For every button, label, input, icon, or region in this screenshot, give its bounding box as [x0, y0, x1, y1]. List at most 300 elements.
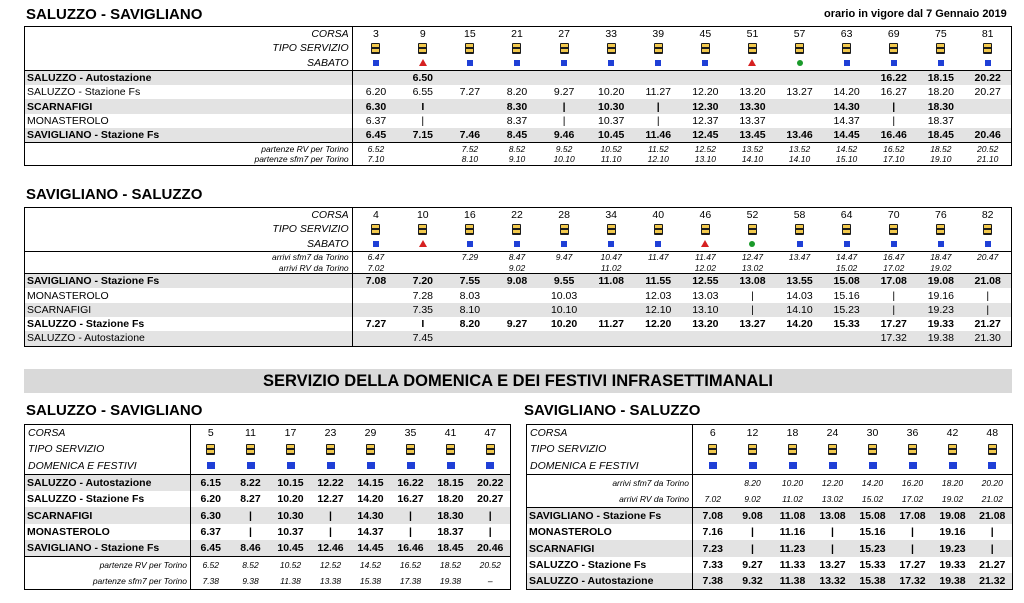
time-cell: 6.30 — [352, 99, 399, 113]
time-cell: 22 — [493, 208, 540, 223]
time-cell: 17.38 — [391, 573, 431, 590]
bus-icon — [795, 224, 804, 235]
time-cell: 9.47 — [541, 251, 588, 262]
time-cell — [399, 251, 446, 262]
time-cell: 9.46 — [541, 128, 588, 143]
time-cell: 11.38 — [271, 573, 311, 590]
time-cell: 52 — [729, 208, 776, 223]
bus-icon — [654, 224, 663, 235]
row-label: SALUZZO - Stazione Fs — [25, 491, 191, 507]
blue-square-icon — [207, 462, 215, 469]
time-cell — [823, 237, 870, 252]
time-cell: 6.50 — [399, 70, 446, 85]
time-cell — [588, 56, 635, 71]
time-cell: 9.27 — [553, 86, 575, 99]
time-cell: 7.16 — [702, 526, 723, 539]
time-cell: 8.20 — [506, 86, 528, 99]
time-cell — [431, 441, 471, 457]
time-cell: 7.23 — [693, 540, 733, 556]
time-cell: 58 — [776, 208, 823, 223]
time-cell: 21.27 — [973, 557, 1013, 573]
bus-icon — [708, 444, 717, 455]
time-cell: 10.37 — [598, 114, 625, 127]
time-cell: 9.02 — [508, 262, 526, 273]
validity-note: orario in vigore dal 7 Gennaio 2019 — [824, 8, 1007, 20]
time-cell: 17.27 — [880, 318, 907, 331]
time-cell: 9.32 — [733, 573, 773, 590]
time-cell — [446, 56, 493, 71]
time-cell: 7.20 — [399, 274, 446, 289]
row-label: SABATO — [25, 56, 353, 71]
time-cell: 30 — [853, 425, 893, 442]
time-cell: 13.03 — [692, 289, 719, 302]
time-cell: 23 — [311, 425, 351, 442]
blue-square-icon — [561, 60, 567, 66]
time-cell: 13.27 — [786, 86, 813, 99]
time-cell: 10.47 — [588, 251, 635, 262]
time-cell: 9.02 — [744, 493, 761, 504]
time-cell: 10.52 — [588, 143, 635, 154]
time-cell: 7.08 — [352, 274, 399, 289]
time-cell: 35 — [391, 425, 431, 442]
time-cell: 70 — [870, 208, 917, 223]
time-cell: 11.55 — [635, 274, 682, 289]
time-cell: 20.47 — [964, 251, 1011, 262]
time-cell: 9 — [399, 27, 446, 42]
blue-square-icon — [327, 462, 335, 469]
time-cell: 15.02 — [836, 262, 858, 273]
bus-icon — [889, 224, 898, 235]
time-cell — [729, 222, 776, 236]
time-cell: | — [893, 540, 933, 556]
time-cell: 13.52 — [729, 143, 776, 154]
time-cell: 21.08 — [973, 507, 1013, 524]
bus-icon — [842, 224, 851, 235]
green-dot-icon — [797, 60, 803, 66]
time-cell: | — [733, 540, 773, 556]
time-cell: 9.27 — [742, 558, 763, 571]
table-row — [527, 458, 1013, 475]
table-row — [25, 540, 511, 557]
time-cell: 16.20 — [893, 474, 933, 491]
time-cell — [352, 331, 399, 346]
time-cell: 8.52 — [231, 557, 271, 574]
time-cell: 20.22 — [471, 474, 511, 491]
time-cell: 7.38 — [693, 573, 733, 590]
table-row — [25, 208, 1012, 223]
table-row — [25, 143, 1012, 154]
table-row — [527, 573, 1013, 590]
time-cell: 11.23 — [773, 540, 813, 556]
time-cell — [399, 262, 446, 273]
time-cell — [776, 41, 823, 55]
time-cell: 13.30 — [729, 99, 776, 113]
time-cell — [541, 237, 588, 252]
time-cell — [729, 237, 776, 252]
time-cell: | — [870, 99, 917, 113]
time-cell: 48 — [973, 425, 1013, 442]
time-cell: 12.37 — [692, 114, 719, 127]
row-label: SALUZZO - Autostazione — [25, 474, 191, 491]
time-cell: 14.37 — [833, 114, 860, 127]
time-cell — [693, 474, 733, 491]
time-cell: 18.37 — [437, 525, 464, 538]
bus-icon — [988, 444, 997, 455]
time-cell: 9.08 — [493, 274, 540, 289]
time-cell: | — [656, 114, 660, 127]
time-cell — [813, 441, 853, 457]
blue-square-icon — [949, 462, 957, 469]
bus-icon — [465, 224, 474, 235]
time-cell: 20.52 — [964, 143, 1011, 154]
time-cell: | — [311, 507, 351, 523]
time-cell — [541, 56, 588, 71]
time-cell: 16.46 — [391, 540, 431, 557]
time-cell: 13.46 — [776, 128, 823, 143]
time-cell — [541, 41, 588, 55]
time-cell: 6.55 — [412, 86, 434, 99]
time-cell — [493, 237, 540, 252]
time-cell: 13.38 — [311, 573, 351, 590]
title-saluzzo-savigliano: SALUZZO - SAVIGLIANO — [26, 6, 203, 23]
blue-square-icon — [891, 60, 897, 66]
time-cell: 45 — [682, 27, 729, 42]
time-cell: 10.20 — [277, 493, 304, 506]
time-cell: | — [391, 507, 431, 523]
bus-icon — [936, 224, 945, 235]
time-cell: 8.30 — [493, 99, 540, 113]
bus-icon — [560, 43, 569, 54]
time-cell — [776, 70, 823, 85]
table-row — [25, 573, 511, 590]
time-cell: 17.32 — [870, 331, 917, 346]
row-label: SCARNAFIGI — [25, 99, 353, 113]
time-cell — [399, 143, 446, 154]
bus-icon — [748, 43, 757, 54]
blue-square-icon — [985, 60, 991, 66]
time-cell — [693, 458, 733, 475]
time-cell: | — [562, 114, 566, 127]
bus-icon — [788, 444, 797, 455]
blue-square-icon — [829, 462, 837, 469]
time-cell: 82 — [964, 208, 1011, 223]
time-cell: 8.27 — [240, 493, 261, 506]
bus-icon — [326, 444, 335, 455]
blue-square-icon — [561, 241, 567, 247]
time-cell: 8.52 — [493, 143, 540, 154]
time-cell: 11.16 — [779, 526, 806, 539]
blue-square-icon — [373, 241, 379, 247]
time-cell — [973, 441, 1013, 457]
time-cell — [541, 262, 588, 273]
time-cell: 13.08 — [813, 507, 853, 524]
time-cell — [964, 41, 1011, 55]
blue-square-icon — [938, 60, 944, 66]
time-cell: 47 — [471, 425, 511, 442]
time-cell: 81 — [964, 27, 1011, 42]
time-cell: | — [751, 289, 754, 302]
time-cell: | — [421, 114, 425, 127]
time-cell — [399, 56, 446, 71]
bus-icon — [701, 43, 710, 54]
time-cell: 8.37 — [506, 114, 528, 127]
time-cell: 11.38 — [773, 573, 813, 590]
row-label: partenze RV per Torino — [25, 143, 353, 154]
time-cell — [776, 262, 823, 273]
row-label: CORSA — [25, 425, 191, 442]
time-cell: 6.47 — [352, 251, 399, 262]
time-cell — [399, 237, 446, 252]
time-cell: 15.08 — [853, 507, 893, 524]
time-cell: 18.15 — [917, 70, 964, 85]
time-cell: 21 — [493, 27, 540, 42]
time-cell: 21.32 — [973, 573, 1013, 590]
time-cell: 16.27 — [397, 493, 424, 506]
time-cell: 16.22 — [391, 474, 431, 491]
time-cell: 14.30 — [823, 99, 870, 113]
time-cell: 16.52 — [391, 557, 431, 574]
time-cell: 46 — [682, 208, 729, 223]
time-cell — [776, 331, 823, 346]
time-cell: 12.20 — [692, 86, 719, 99]
time-cell — [588, 41, 635, 55]
row-label: partenze RV per Torino — [25, 557, 191, 574]
time-cell — [493, 56, 540, 71]
table-row — [25, 27, 1012, 42]
row-label: arrivi sfm7 da Torino — [25, 251, 353, 262]
time-cell: 15.23 — [853, 540, 893, 556]
time-cell — [311, 441, 351, 457]
bus-icon — [795, 43, 804, 54]
time-cell — [729, 70, 776, 85]
row-label: arrivi RV da Torino — [25, 262, 353, 273]
time-cell: 7.29 — [446, 251, 493, 262]
timetable-saluzzo-savigliano-holiday — [24, 424, 511, 590]
time-cell: | — [729, 303, 776, 317]
time-cell — [191, 458, 231, 475]
red-triangle-icon — [419, 240, 427, 247]
time-cell: 27 — [541, 27, 588, 42]
time-cell — [446, 99, 493, 113]
table-row — [25, 317, 1012, 331]
time-cell: 19.33 — [927, 318, 954, 331]
time-cell: 51 — [729, 27, 776, 42]
time-cell: 14.20 — [833, 86, 860, 99]
time-cell: 19.16 — [927, 289, 954, 302]
time-cell: | — [231, 507, 271, 523]
time-cell: 10.52 — [271, 557, 311, 574]
bus-icon — [654, 43, 663, 54]
table-row — [25, 303, 1012, 317]
time-cell: | — [471, 507, 511, 523]
time-cell: | — [541, 99, 588, 113]
time-cell: 6.20 — [365, 86, 387, 99]
time-cell — [446, 237, 493, 252]
time-cell: | — [409, 525, 412, 538]
time-cell: | — [964, 303, 1011, 317]
time-cell — [682, 222, 729, 236]
time-cell: 13.02 — [821, 493, 844, 504]
time-cell — [493, 331, 540, 346]
time-cell — [973, 458, 1013, 475]
table-row — [25, 524, 511, 540]
time-cell: 69 — [870, 27, 917, 42]
time-cell: 13.10 — [682, 154, 729, 165]
time-cell: 8.45 — [493, 128, 540, 143]
time-cell: | — [751, 526, 754, 539]
time-cell: 16.47 — [870, 251, 917, 262]
time-cell: 11.10 — [588, 154, 635, 165]
bus-icon — [418, 43, 427, 54]
time-cell: 10.45 — [588, 128, 635, 143]
time-cell: 8.20 — [459, 318, 481, 331]
time-cell: 12.46 — [311, 540, 351, 557]
blue-square-icon — [608, 60, 614, 66]
time-cell: 13.27 — [739, 318, 766, 331]
time-cell — [635, 331, 682, 346]
green-dot-icon — [749, 241, 755, 247]
time-cell: 9.27 — [506, 318, 528, 331]
time-cell — [231, 441, 271, 457]
row-label: DOMENICA E FESTIVI — [527, 458, 693, 475]
time-cell: 13.20 — [692, 318, 719, 331]
time-cell: 14.52 — [823, 143, 870, 154]
time-cell — [776, 222, 823, 236]
time-cell — [493, 41, 540, 55]
bus-icon — [371, 224, 380, 235]
table-row — [25, 474, 511, 491]
time-cell — [917, 41, 964, 55]
row-label: SCARNAFIGI — [25, 303, 353, 317]
time-cell: 6.52 — [352, 143, 399, 154]
time-cell: 14.47 — [823, 251, 870, 262]
bus-icon — [512, 43, 521, 54]
time-cell: 6.37 — [200, 525, 221, 538]
time-cell — [541, 70, 588, 85]
bus-icon — [868, 444, 877, 455]
time-cell: 10.10 — [541, 154, 588, 165]
time-cell — [964, 222, 1011, 236]
time-cell — [853, 458, 893, 475]
blue-square-icon — [655, 241, 661, 247]
row-label: SALUZZO - Stazione Fs — [25, 317, 353, 331]
bus-icon — [748, 224, 757, 235]
time-cell: 19.10 — [917, 154, 964, 165]
time-cell: 20.27 — [471, 491, 511, 507]
time-cell: 24 — [813, 425, 853, 442]
row-label: SALUZZO - Autostazione — [527, 573, 693, 590]
bus-icon — [908, 444, 917, 455]
table-row — [25, 274, 1012, 289]
time-cell: 19.33 — [939, 558, 966, 571]
bus-icon — [366, 444, 375, 455]
time-cell: I — [399, 99, 446, 113]
table-row — [25, 70, 1012, 85]
time-cell: 12.27 — [317, 493, 344, 506]
time-cell — [446, 331, 493, 346]
time-cell: 21.30 — [964, 331, 1011, 346]
time-cell: 11.27 — [645, 86, 672, 99]
time-cell: 12.45 — [682, 128, 729, 143]
time-cell: 10.03 — [550, 289, 578, 302]
time-cell: 14.03 — [786, 289, 813, 302]
time-cell: | — [471, 524, 511, 540]
bus-icon — [828, 444, 837, 455]
time-cell — [682, 331, 729, 346]
bus-icon — [512, 224, 521, 235]
blue-square-icon — [985, 241, 991, 247]
time-cell — [446, 41, 493, 55]
time-cell: 15.08 — [823, 274, 870, 289]
time-cell: 19.08 — [933, 507, 973, 524]
time-cell: 14.20 — [357, 493, 384, 506]
time-cell: 7.35 — [399, 303, 446, 317]
time-cell: 8.03 — [459, 289, 481, 302]
time-cell: 12.02 — [694, 262, 716, 273]
time-cell — [446, 114, 493, 128]
time-cell: 17.02 — [883, 262, 905, 273]
table-row — [527, 507, 1013, 524]
time-cell — [729, 331, 776, 346]
blue-square-icon — [467, 241, 473, 247]
time-cell: 18.20 — [437, 493, 464, 506]
row-label: MONASTEROLO — [25, 114, 353, 128]
time-cell: 14.15 — [351, 474, 391, 491]
red-triangle-icon — [701, 240, 709, 247]
time-cell: 7.28 — [412, 289, 434, 302]
time-cell: 19.38 — [917, 331, 964, 346]
time-cell: 21.02 — [973, 491, 1013, 508]
blue-square-icon — [367, 462, 375, 469]
time-cell: | — [973, 524, 1013, 540]
table-row — [25, 425, 511, 442]
time-cell — [588, 303, 635, 317]
time-cell: 12.10 — [635, 154, 682, 165]
time-cell: 18.45 — [917, 128, 964, 143]
bus-icon — [486, 444, 495, 455]
time-cell: | — [635, 99, 682, 113]
time-cell: | — [831, 526, 834, 539]
row-label: SAVIGLIANO - Stazione Fs — [25, 274, 353, 289]
row-label: SALUZZO - Autostazione — [25, 70, 353, 85]
time-cell — [352, 70, 399, 85]
time-cell: 7.08 — [693, 507, 733, 524]
time-cell: 13.47 — [776, 251, 823, 262]
blue-square-icon — [988, 462, 996, 469]
time-cell: 34 — [588, 208, 635, 223]
time-cell: 11.02 — [600, 262, 622, 273]
time-cell: 14.10 — [776, 303, 823, 317]
time-cell — [776, 114, 823, 128]
time-cell — [729, 41, 776, 55]
time-cell: 11.33 — [779, 558, 806, 571]
title-savigliano-saluzzo-holiday: SAVIGLIANO - SALUZZO — [524, 402, 701, 419]
blue-square-icon — [797, 241, 803, 247]
time-cell — [776, 99, 823, 113]
time-cell: 6.15 — [191, 474, 231, 491]
time-cell: 9.08 — [733, 507, 773, 524]
bus-icon — [983, 224, 992, 235]
time-cell — [588, 288, 635, 302]
time-cell: 20.46 — [471, 540, 511, 557]
time-cell — [635, 237, 682, 252]
time-cell: 13.45 — [729, 128, 776, 143]
time-cell: 7.52 — [446, 143, 493, 154]
time-cell: 10 — [399, 208, 446, 223]
time-cell: 13.37 — [739, 114, 766, 127]
time-cell: 12.52 — [311, 557, 351, 574]
blue-square-icon — [749, 462, 757, 469]
